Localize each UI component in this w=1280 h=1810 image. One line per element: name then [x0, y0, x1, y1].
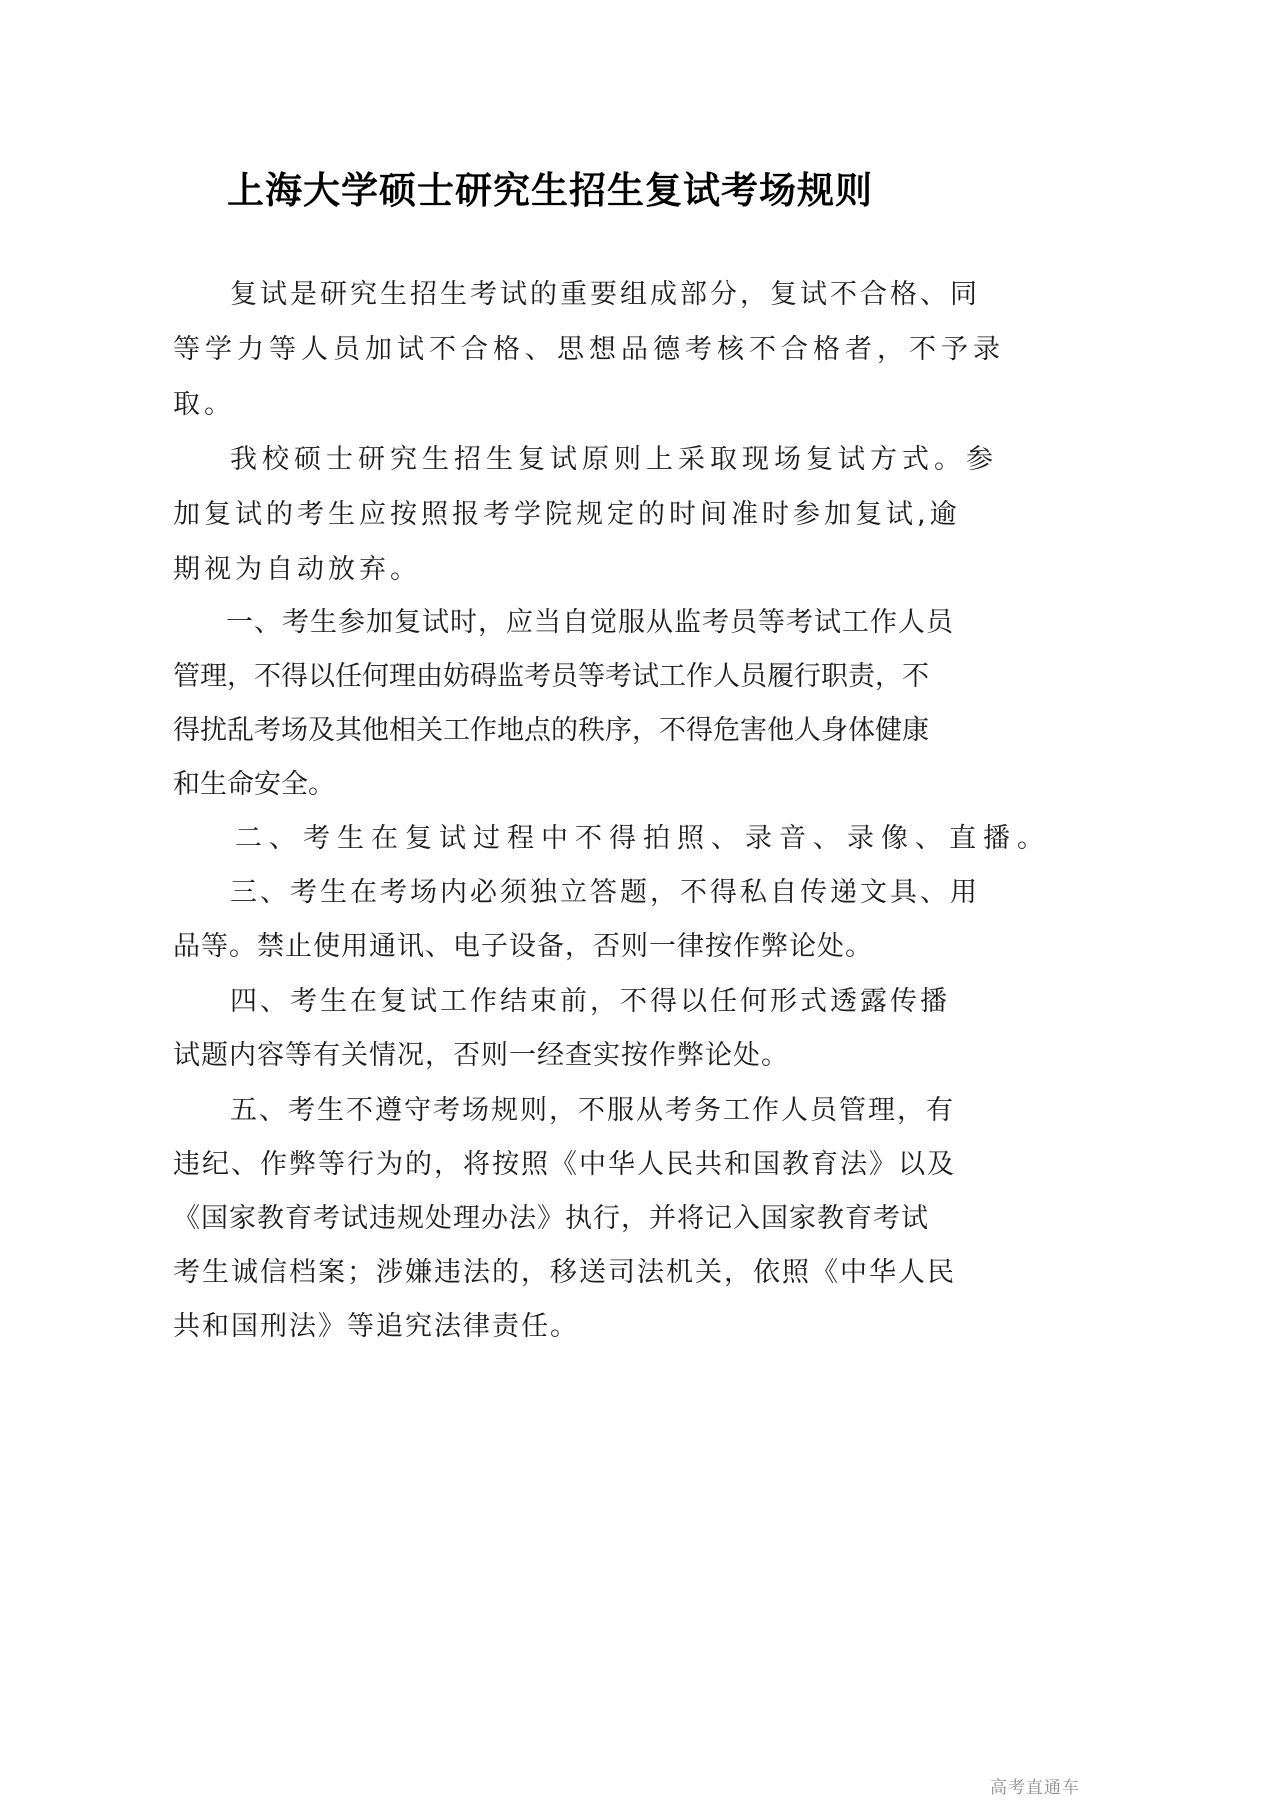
rule-4-line-2: 试题内容等有关情况，否则一经查实按作弊论处。 — [173, 1040, 789, 1071]
rule-1-line-3: 得扰乱考场及其他相关工作地点的秩序，不得危害他人身体健康 — [173, 715, 929, 746]
rule-5-line-2: 违纪、作弊等行为的，将按照《中华人民共和国教育法》以及 — [173, 1149, 956, 1180]
para-1-line-3: 取。 — [173, 389, 235, 420]
para-1-line-2: 等学力等人员加试不合格、思想品德考核不合格者，不予录 — [173, 334, 1005, 365]
rule-3-line-1: 三、考生在考场内必须独立答题，不得私自传递文具、用 — [230, 877, 980, 908]
rule-5-line-1: 五、考生不遵守考场规则，不服从考务工作人员管理，有 — [230, 1095, 955, 1126]
watermark: 高考直通车 — [990, 1778, 1080, 1798]
rule-1-line-4: 和生命安全。 — [173, 769, 335, 800]
rule-3-line-2: 品等。禁止使用通讯、电子设备，否则一律按作弊论处。 — [173, 931, 873, 962]
rule-2-line-1: 二、考生在复试过程中不得拍照、录音、录像、直播。 — [235, 823, 1051, 854]
para-1-line-1: 复试是研究生招生考试的重要组成部分，复试不合格、同 — [230, 279, 980, 310]
document-title: 上海大学硕士研究生招生复试考场规则 — [227, 169, 873, 212]
rule-5-line-5: 共和国刑法》等追究法律责任。 — [173, 1311, 579, 1342]
rule-1-line-1: 一、考生参加复试时，应当自觉服从监考员等考试工作人员 — [226, 607, 954, 638]
para-2-line-1: 我校硕士研究生招生复试原则上采取现场复试方式。参 — [230, 444, 998, 475]
rule-4-line-1: 四、考生在复试工作结束前，不得以任何形式透露传播 — [230, 986, 950, 1017]
rule-5-line-4: 考生诚信档案；涉嫌违法的，移送司法机关，依照《中华人民 — [173, 1257, 956, 1288]
rule-1-line-2: 管理，不得以任何理由妨碍监考员等考试工作人员履行职责，不 — [173, 661, 929, 692]
rule-5-line-3: 《国家教育考试违规处理办法》执行，并将记入国家教育考试 — [173, 1203, 929, 1234]
para-2-line-3: 期视为自动放弃。 — [173, 554, 421, 585]
para-2-line-2: 加复试的考生应按照报考学院规定的时间准时参加复试,逾 — [173, 499, 961, 530]
